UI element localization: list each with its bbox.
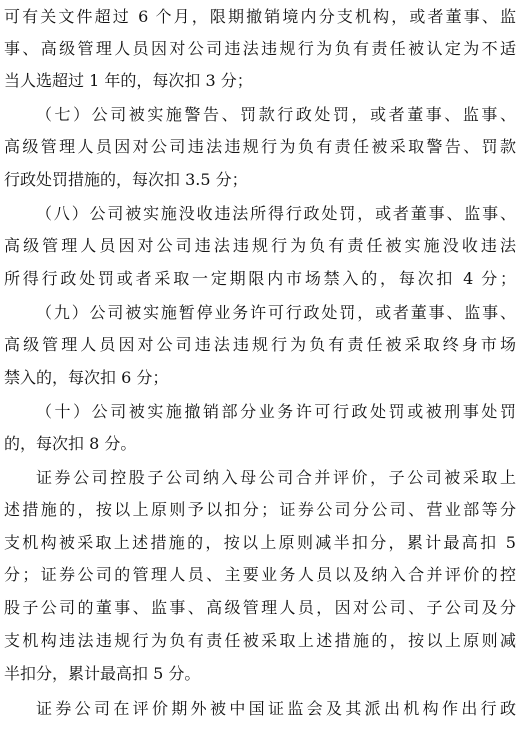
text-line: 述措施的，按以上原则予以扣分；证券公司分公司、营业部等分 [4, 500, 516, 519]
text-line: 证券公司控股子公司纳入母公司合并评价，子公司被采取上 [36, 468, 516, 487]
text-line: 支机构被采取上述措施的，按以上原则减半扣分，累计最高扣 5 [4, 533, 516, 552]
text-line: 所得行政处罚或者采取一定期限内市场禁入的，每次扣 4 分； [4, 269, 516, 288]
text-line: （八）公司被实施没收违法所得行政处罚，或者董事、监事、 [36, 204, 516, 223]
text-line: 行政处罚措施的，每次扣 3.5 分； [4, 170, 248, 189]
text-line: （十）公司被实施撤销部分业务许可行政处罚或被刑事处罚 [36, 402, 516, 421]
text-line: 高级管理人员因对公司违法违规行为负有责任被采取警告、罚款 [4, 137, 516, 156]
text-line: 高级管理人员因对公司违法违规行为负有责任被实施没收违法 [4, 236, 516, 255]
text-line: 分；证券公司的管理人员、主要业务人员以及纳入合并评价的控 [4, 565, 516, 584]
text-line: 股子公司的董事、监事、高级管理人员，因对公司、子公司及分 [4, 598, 516, 617]
text-line: 当人选超过 1 年的，每次扣 3 分； [4, 71, 253, 90]
text-line: 禁入的，每次扣 6 分； [4, 368, 169, 387]
text-line: 支机构违法违规行为负有责任被采取上述措施的，按以上原则减 [4, 631, 516, 650]
text-line: 的，每次扣 8 分。 [4, 434, 137, 453]
text-line: 证券公司在评价期外被中国证监会及其派出机构作出行政 [36, 699, 516, 718]
text-line: 可有关文件超过 6 个月，限期撤销境内分支机构，或者董事、监 [4, 7, 516, 26]
text-line: （九）公司被实施暂停业务许可行政处罚，或者董事、监事、 [36, 303, 516, 322]
text-line: 半扣分，累计最高扣 5 分。 [4, 664, 201, 683]
text-line: 事、高级管理人员因对公司违法违规行为负有责任被认定为不适 [4, 39, 516, 58]
text-line: 高级管理人员因对公司违法违规行为负有责任被采取终身市场 [4, 335, 516, 354]
text-line: （七）公司被实施警告、罚款行政处罚，或者董事、监事、 [36, 105, 516, 124]
